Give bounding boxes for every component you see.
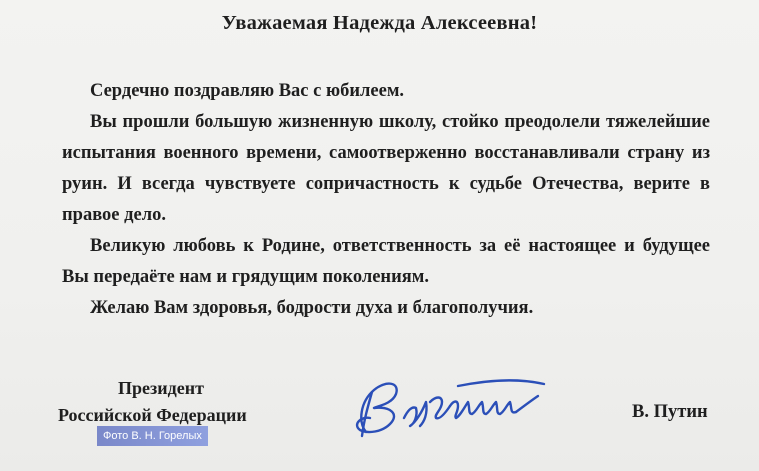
letter-body	[62, 76, 710, 324]
signatory-title-line-1: Президент	[118, 378, 204, 398]
paragraph-life-path: Вы прошли большую жизненную школу, стойко преодолели тяжелейшие испытания военного времени, самоотверженно восстанавливали страну из руин. И всегда чувствуете сопричастность к судьбе Отечества, верите в правое дело.	[62, 112, 710, 225]
salutation: Уважаемая Надежда Алексеевна!	[221, 12, 538, 34]
signatory-name: В. Путин	[632, 402, 708, 422]
paragraph-greeting: Сердечно поздравляю Вас с юбилеем.	[90, 81, 405, 101]
paragraph-love-for-motherland: Великую любовь к Родине, ответственность за её настоящее и будущее Вы передаёте нам и грядущим поколениям.	[62, 236, 710, 287]
paragraph-wishes: Желаю Вам здоровья, бодрости духа и благополучия.	[90, 298, 534, 318]
photo-credit-watermark: Фото В. Н. Горелых	[97, 426, 208, 446]
handwritten-signature	[338, 362, 566, 452]
signatory-title	[58, 375, 247, 429]
signatory-title-line-2: Российской Федерации	[58, 405, 247, 425]
